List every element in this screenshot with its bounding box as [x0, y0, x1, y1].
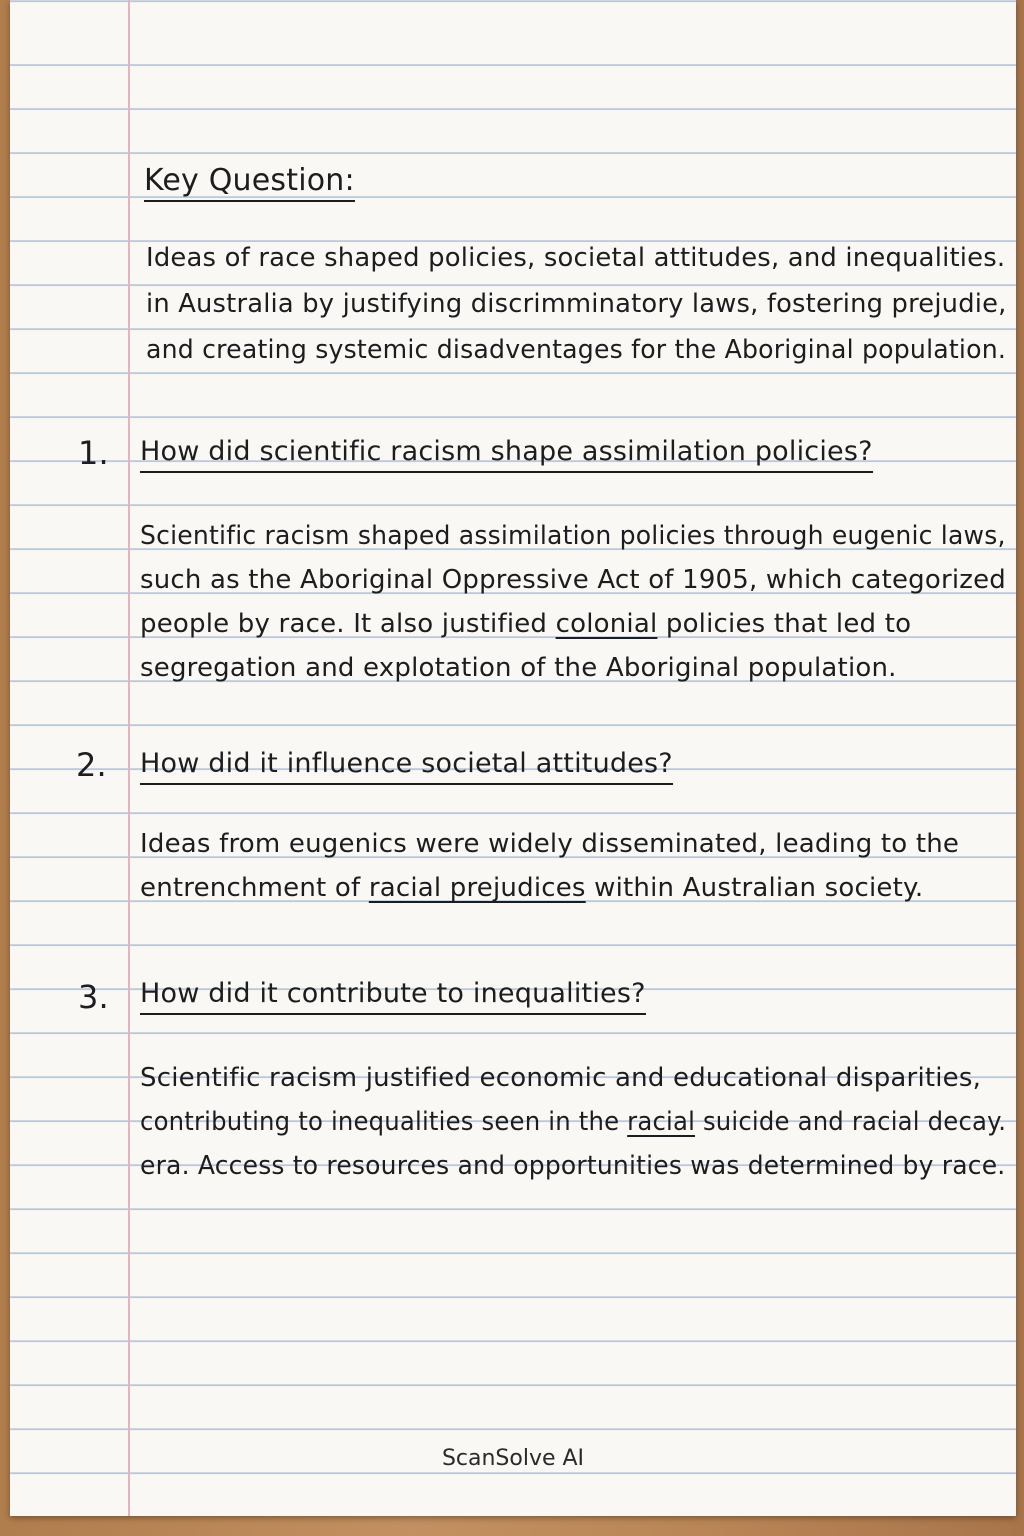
- section-2-question: How did it influence societal attitudes?: [140, 748, 673, 785]
- underlined-racial-prejudices: racial prejudices: [368, 873, 586, 903]
- key-question-heading: Key Question:: [144, 163, 355, 202]
- section-3-answer-line-2: [140, 1100, 1006, 1144]
- underlined-racial: racial: [627, 1107, 696, 1137]
- section-3-line-2-after: suicide and racial decay.: [695, 1107, 1007, 1137]
- section-2-line-2-after: within Australian society.: [585, 873, 924, 903]
- key-question-line-3: and creating systemic disadventages for the Aboriginal population.: [146, 335, 1007, 365]
- margin-line: [128, 0, 130, 1516]
- section-1-question: How did scientific racism shape assimilation policies?: [140, 436, 873, 473]
- notebook-page: [10, 0, 1016, 1516]
- key-question-line-1: Ideas of race shaped policies, societal attitudes, and inequalities.: [146, 243, 1006, 273]
- section-1-answer-line-2: such as the Aboriginal Oppressive Act of 1905, which categorized: [140, 565, 1006, 595]
- section-3-answer-line-3: era. Access to resources and opportunities was determined by race.: [140, 1151, 1006, 1181]
- section-1-answer-line-1: Scientific racism shaped assimilation policies through eugenic laws,: [140, 521, 1006, 551]
- section-2-answer-line-1: Ideas from eugenics were widely disseminated, leading to the: [140, 829, 960, 859]
- section-2-answer-line-2: [140, 866, 923, 910]
- section-2-number: 2.: [76, 746, 107, 784]
- section-3-line-2-before: contributing to inequalities seen in the: [140, 1107, 628, 1137]
- section-3-question: How did it contribute to inequalities?: [140, 978, 646, 1015]
- section-1-answer-line-4: segregation and explotation of the Aboriginal population.: [140, 653, 897, 683]
- key-question-line-2: in Australia by justifying discrimminatory laws, fostering prejudie,: [146, 289, 1007, 319]
- underlined-colonial: colonial: [555, 609, 658, 639]
- section-1-line-3-before: people by race. It also justified: [140, 609, 556, 639]
- section-1-number: 1.: [78, 434, 109, 472]
- section-1-line-3-after: policies that led to: [657, 609, 912, 639]
- scansolve-footer: ScanSolve AI: [441, 1446, 585, 1471]
- section-2-line-2-before: entrenchment of: [140, 873, 369, 903]
- section-3-number: 3.: [78, 978, 109, 1016]
- section-1-answer-line-3: [140, 602, 911, 646]
- section-3-answer-line-1: Scientific racism justified economic and educational disparities,: [140, 1063, 982, 1093]
